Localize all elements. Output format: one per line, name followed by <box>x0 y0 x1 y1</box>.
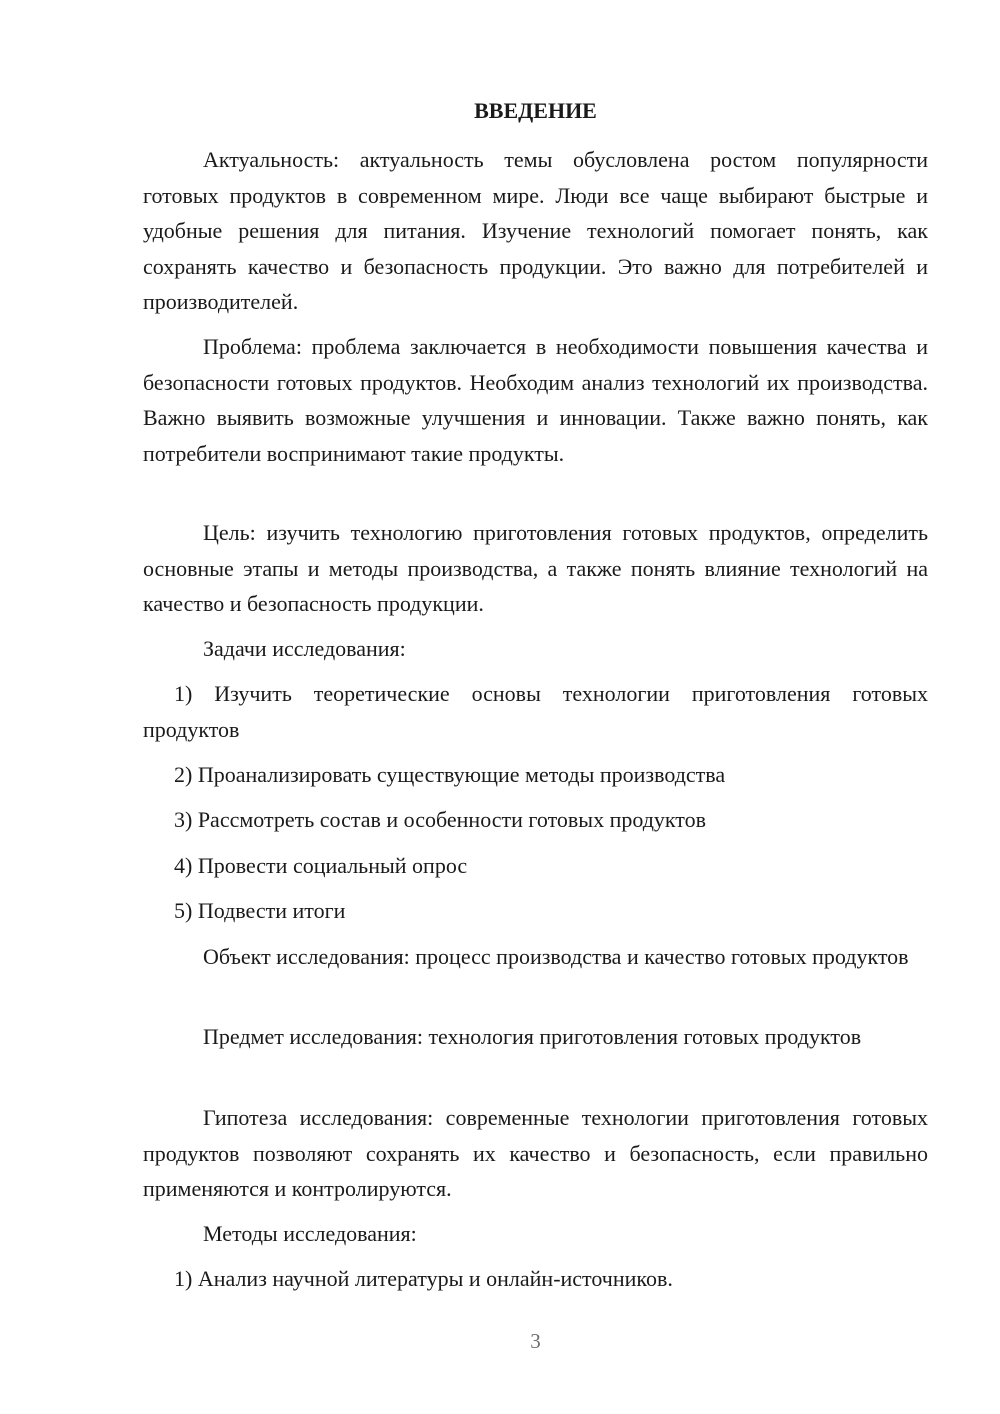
page-title: ВВЕДЕНИЕ <box>474 98 597 123</box>
paragraph-subject: Предмет исследования: технология приготовления готовых продуктов <box>203 1024 862 1049</box>
list-item-method-1: 1) Анализ научной литературы и онлайн-источников. <box>174 1266 673 1291</box>
list-item-task-1: 1) Изучить теоретические основы технологии приготовления готовых продуктов <box>143 681 928 742</box>
page-number: 3 <box>530 1329 541 1353</box>
paragraph-relevance: Актуальность: актуальность темы обусловлена ростом популярности готовых продуктов в современном мире. Люди все чаще выбирают быстрые и удобные решения для питания. Изучение технологий помогает понять, как сохранять качество и безопасность продукции. Это важно для потребителей и производителей. <box>143 147 928 314</box>
paragraph-methods-heading: Методы исследования: <box>203 1221 417 1246</box>
list-item-task-2: 2) Проанализировать существующие методы производства <box>174 762 726 787</box>
paragraph-problem: Проблема: проблема заключается в необходимости повышения качества и безопасности готовых продуктов. Необходим анализ технологий их производства. Важно выявить возможные улучшения и инновации. Также важно понять, как потребители воспринимают такие продукты. <box>143 334 928 466</box>
paragraph-object: Объект исследования: процесс производства и качество готовых продуктов <box>203 944 909 969</box>
list-item-task-3: 3) Рассмотреть состав и особенности готовых продуктов <box>174 807 707 832</box>
paragraph-tasks-heading: Задачи исследования: <box>203 636 406 661</box>
list-item-task-4: 4) Провести социальный опрос <box>174 853 468 878</box>
document-page <box>143 0 928 1414</box>
paragraph-hypothesis: Гипотеза исследования: современные технологии приготовления готовых продуктов позволяют сохранять их качество и безопасность, если правильно применяются и контролируются. <box>143 1105 928 1201</box>
list-item-task-5: 5) Подвести итоги <box>174 898 346 923</box>
paragraph-goal: Цель: изучить технологию приготовления готовых продуктов, определить основные этапы и методы производства, а также понять влияние технологий на качество и безопасность продукции. <box>143 520 928 616</box>
